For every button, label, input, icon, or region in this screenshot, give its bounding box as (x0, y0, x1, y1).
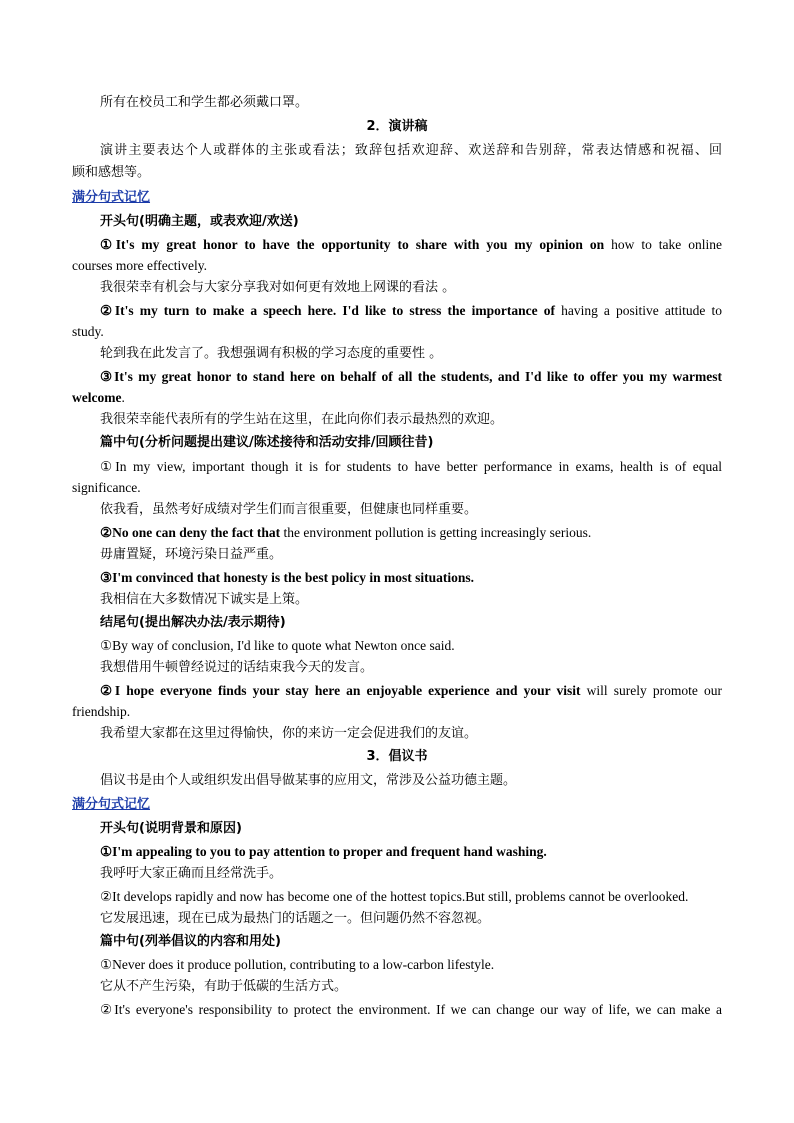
translation: 它从不产生污染，有助于低碳的生活方式。 (100, 979, 348, 994)
example-sentence-cont: study. (72, 324, 104, 339)
translation: 我很荣幸有机会与大家分享我对如何更有效地上网课的看法 。 (100, 280, 456, 295)
example-sentence: ②It develops rapidly and now has become one of the hottest topics.But still, problems cannot be overlooked. (100, 889, 689, 904)
bold-phrase: ①It's my great honor to have the opportunity to share with you my opinion on (100, 237, 605, 252)
plain-phrase: . (121, 390, 125, 405)
example-sentence-cont: significance. (72, 480, 141, 495)
example-sentence-cont: friendship. (72, 704, 131, 719)
bold-phrase: ②No one can deny the fact that (100, 525, 281, 540)
translation: 我希望大家都在这里过得愉快，你的来访一定会促进我们的友谊。 (100, 726, 478, 741)
example-sentence (100, 300, 722, 322)
plain-phrase: will surely promote our (580, 683, 722, 698)
translation: 毋庸置疑，环境污染日益严重。 (100, 547, 283, 562)
section-label-sentence-memory: 满分句式记忆 (72, 797, 151, 812)
example-sentence: ①Never does it produce pollution, contributing to a low-carbon lifestyle. (100, 957, 495, 972)
translation: 轮到我在此发言了。我想强调有积极的学习态度的重要性 。 (100, 346, 443, 361)
example-sentence (100, 680, 722, 702)
bold-phrase: ②I hope everyone finds your stay here an enjoyable experience and your visit (100, 683, 581, 698)
intro-paragraph-cont: 顾和感想等。 (72, 165, 151, 180)
intro-paragraph: 演讲主要表达个人或群体的主张或看法；致辞包括欢迎辞、欢送辞和告别辞，常表达情感和祝福、回 (100, 143, 722, 158)
translation: 我呼吁大家正确而且经常洗手。 (100, 866, 283, 881)
translation: 依我看，虽然考好成绩对学生们而言很重要，但健康也同样重要。 (100, 502, 478, 517)
example-sentence: ②It's everyone's responsibility to protect the environment. If we can change our way of life, we can make a (100, 1002, 722, 1017)
plain-phrase: how to take online (604, 237, 722, 252)
translation: 我想借用牛顿曾经说过的话结束我今天的发言。 (100, 660, 374, 675)
bold-phrase: welcome (72, 390, 122, 405)
translation: 我相信在大多数情况下诚实是上策。 (100, 592, 309, 607)
section-label-sentence-memory: 满分句式记忆 (72, 190, 151, 205)
bold-phrase: ②It's my turn to make a speech here. I'd like to stress the importance of (100, 303, 555, 318)
example-sentence-cont: courses more effectively. (72, 258, 207, 273)
example-sentence (100, 234, 722, 256)
example-sentence: ③It's my great honor to stand here on behalf of all the students, and I'd like to offer you my warmest (100, 369, 722, 384)
subheading-opening: 开头句(明确主题，或表欢迎/欢送) (100, 214, 299, 229)
subheading-middle: 篇中句(列举倡议的内容和用处) (100, 934, 281, 949)
translation: 我很荣幸能代表所有的学生站在这里，在此向你们表示最热烈的欢迎。 (100, 412, 504, 427)
example-sentence: ①In my view, important though it is for students to have better performance in exams, health is of equal (100, 459, 722, 474)
text-line: 所有在校员工和学生都必须戴口罩。 (100, 95, 309, 110)
subheading-ending: 结尾句(提出解决办法/表示期待) (100, 615, 286, 630)
plain-phrase: having a positive attitude to (554, 303, 722, 318)
intro-paragraph: 倡议书是由个人或组织发出倡导做某事的应用文，常涉及公益功德主题。 (100, 773, 517, 788)
section-title-speech: 2．演讲稿 (366, 119, 428, 134)
example-sentence-cont (72, 387, 722, 409)
example-sentence: ①By way of conclusion, I'd like to quote what Newton once said. (100, 638, 455, 653)
subheading-opening: 开头句(说明背景和原因) (100, 821, 242, 836)
plain-phrase: the environment pollution is getting increasingly serious. (280, 525, 592, 540)
section-title-proposal: 3．倡议书 (366, 749, 428, 764)
example-sentence: ③I'm convinced that honesty is the best policy in most situations. (100, 570, 475, 585)
translation: 它发展迅速，现在已成为最热门的话题之一。但问题仍然不容忽视。 (100, 911, 491, 926)
example-sentence: ①I'm appealing to you to pay attention to proper and frequent hand washing. (100, 844, 547, 859)
subheading-middle: 篇中句(分析问题提出建议/陈述接待和活动安排/回顾往昔) (100, 435, 434, 450)
example-sentence (100, 522, 722, 544)
